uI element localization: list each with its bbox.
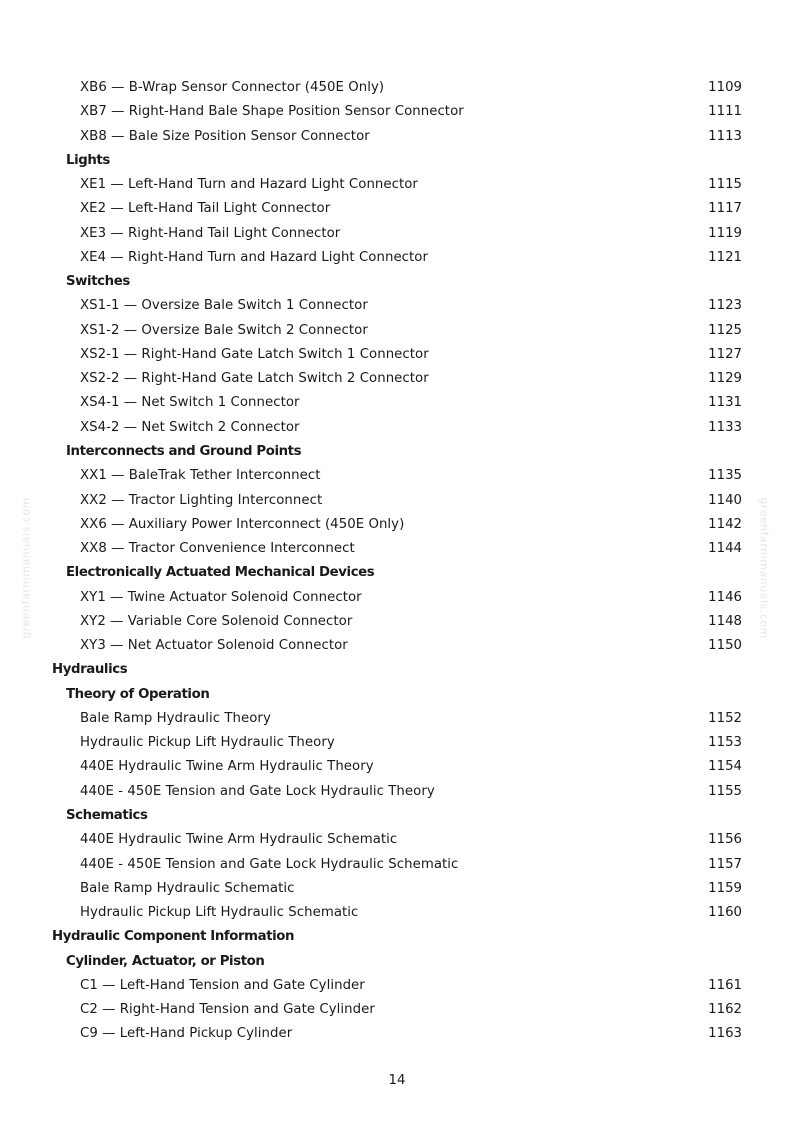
- toc-entry-title: XS2-1 — Right-Hand Gate Latch Switch 1 Connector: [80, 346, 429, 362]
- toc-subheading[interactable]: [0, 561, 794, 585]
- toc-entry-title: Schematics: [66, 807, 148, 823]
- toc-entry-title: XY2 — Variable Core Solenoid Connector: [80, 613, 353, 629]
- toc-entry-title: Bale Ramp Hydraulic Theory: [80, 710, 271, 726]
- toc-entry-title: XS1-2 — Oversize Bale Switch 2 Connector: [80, 322, 368, 338]
- toc-subheading[interactable]: [0, 149, 794, 173]
- watermark-right: greenfarmmanuals.com: [757, 497, 771, 639]
- toc-entry[interactable]: [0, 391, 794, 415]
- toc-entry-page-number: 1152: [708, 710, 742, 726]
- toc-subheading[interactable]: [0, 440, 794, 464]
- toc-subheading[interactable]: [0, 683, 794, 707]
- toc-entry-title: XS4-1 — Net Switch 1 Connector: [80, 395, 300, 411]
- toc-entry[interactable]: [0, 586, 794, 610]
- page-number: 14: [388, 1073, 406, 1088]
- toc-entry-page-number: 1117: [708, 201, 742, 217]
- toc-entry-title: XE4 — Right-Hand Turn and Hazard Light Connector: [80, 249, 429, 265]
- toc-entry[interactable]: [0, 877, 794, 901]
- toc-entry-page-number: 1155: [708, 783, 742, 799]
- toc-entry[interactable]: [0, 246, 794, 270]
- toc-entry-title: 440E - 450E Tension and Gate Lock Hydraulic Schematic: [80, 856, 459, 872]
- toc-entry-page-number: 1161: [708, 977, 742, 993]
- toc-entry-title: Hydraulic Pickup Lift Hydraulic Schematic: [80, 905, 359, 921]
- toc-entry-title: 440E Hydraulic Twine Arm Hydraulic Schematic: [80, 832, 398, 848]
- table-of-contents: [0, 76, 794, 1047]
- toc-entry-page-number: 1148: [708, 613, 742, 629]
- toc-entry[interactable]: [0, 100, 794, 124]
- toc-entry-page-number: 1160: [708, 905, 742, 921]
- toc-entry[interactable]: [0, 513, 794, 537]
- toc-entry-title: Cylinder, Actuator, or Piston: [66, 953, 265, 969]
- toc-entry[interactable]: [0, 125, 794, 149]
- toc-entry-title: XX1 — BaleTrak Tether Interconnect: [80, 468, 321, 484]
- toc-entry-page-number: 1123: [708, 298, 742, 314]
- toc-entry-title: XE3 — Right-Hand Tail Light Connector: [80, 225, 341, 241]
- toc-heading[interactable]: [0, 658, 794, 682]
- toc-entry-page-number: 1159: [708, 880, 742, 896]
- toc-entry-page-number: 1154: [708, 759, 742, 775]
- toc-entry[interactable]: [0, 173, 794, 197]
- toc-entry-page-number: 1133: [708, 419, 742, 435]
- toc-entry-title: Lights: [66, 152, 110, 168]
- toc-entry-title: Switches: [66, 274, 130, 290]
- toc-entry[interactable]: [0, 998, 794, 1022]
- toc-entry[interactable]: [0, 634, 794, 658]
- toc-entry-page-number: 1127: [708, 346, 742, 362]
- toc-entry-title: XS2-2 — Right-Hand Gate Latch Switch 2 Connector: [80, 371, 429, 387]
- toc-entry-title: XX8 — Tractor Convenience Interconnect: [80, 541, 355, 557]
- toc-subheading[interactable]: [0, 270, 794, 294]
- toc-entry-title: XB6 — B-Wrap Sensor Connector (450E Only): [80, 80, 385, 95]
- toc-entry[interactable]: [0, 828, 794, 852]
- toc-entry[interactable]: [0, 1022, 794, 1046]
- toc-entry-title: XE2 — Left-Hand Tail Light Connector: [80, 201, 331, 217]
- toc-entry-title: XE1 — Left-Hand Turn and Hazard Light Connector: [80, 177, 418, 193]
- toc-entry-title: XY1 — Twine Actuator Solenoid Connector: [80, 589, 362, 605]
- toc-entry-page-number: 1150: [708, 638, 742, 654]
- toc-entry[interactable]: [0, 853, 794, 877]
- toc-entry-title: XX6 — Auxiliary Power Interconnect (450E Only): [80, 516, 405, 532]
- toc-entry-page-number: 1113: [708, 128, 742, 144]
- toc-entry-page-number: 1142: [708, 516, 742, 532]
- toc-entry-page-number: 1135: [708, 468, 742, 484]
- toc-entry-page-number: 1146: [708, 589, 742, 605]
- toc-heading[interactable]: [0, 925, 794, 949]
- toc-entry-page-number: 1111: [708, 104, 742, 120]
- toc-entry-page-number: 1131: [708, 395, 742, 411]
- toc-entry[interactable]: [0, 707, 794, 731]
- toc-entry[interactable]: [0, 489, 794, 513]
- toc-entry-title: C2 — Right-Hand Tension and Gate Cylinder: [80, 1002, 375, 1018]
- toc-entry[interactable]: [0, 755, 794, 779]
- toc-entry[interactable]: [0, 319, 794, 343]
- toc-entry[interactable]: [0, 222, 794, 246]
- toc-entry[interactable]: [0, 416, 794, 440]
- toc-entry-page-number: 1109: [708, 80, 742, 95]
- toc-entry[interactable]: [0, 731, 794, 755]
- toc-entry[interactable]: [0, 343, 794, 367]
- toc-entry-title: Theory of Operation: [66, 686, 210, 702]
- toc-entry-page-number: 1156: [708, 832, 742, 848]
- toc-entry[interactable]: [0, 974, 794, 998]
- toc-entry-page-number: 1153: [708, 735, 742, 751]
- toc-entry-title: XX2 — Tractor Lighting Interconnect: [80, 492, 323, 508]
- toc-entry-page-number: 1157: [708, 856, 742, 872]
- toc-entry-title: C9 — Left-Hand Pickup Cylinder: [80, 1026, 293, 1042]
- toc-entry-title: 440E Hydraulic Twine Arm Hydraulic Theory: [80, 759, 374, 775]
- toc-entry[interactable]: [0, 901, 794, 925]
- toc-entry-page-number: 1121: [708, 249, 742, 265]
- toc-entry[interactable]: [0, 367, 794, 391]
- toc-entry-title: Interconnects and Ground Points: [66, 443, 302, 459]
- toc-entry-title: Electronically Actuated Mechanical Devices: [66, 565, 375, 581]
- toc-entry-title: XY3 — Net Actuator Solenoid Connector: [80, 638, 348, 654]
- toc-subheading[interactable]: [0, 950, 794, 974]
- toc-entry-title: XS1-1 — Oversize Bale Switch 1 Connector: [80, 298, 368, 314]
- toc-entry-title: C1 — Left-Hand Tension and Gate Cylinder: [80, 977, 365, 993]
- toc-entry-title: Hydraulics: [52, 662, 128, 678]
- toc-entry-page-number: 1125: [708, 322, 742, 338]
- toc-entry-title: 440E - 450E Tension and Gate Lock Hydraulic Theory: [80, 783, 435, 799]
- toc-entry-page-number: 1163: [708, 1026, 742, 1042]
- toc-entry-page-number: 1144: [708, 541, 742, 557]
- toc-entry-title: Hydraulic Component Information: [52, 929, 295, 945]
- toc-entry[interactable]: [0, 464, 794, 488]
- toc-entry-page-number: 1115: [708, 177, 742, 193]
- toc-entry-page-number: 1119: [708, 225, 742, 241]
- toc-entry-title: Bale Ramp Hydraulic Schematic: [80, 880, 295, 896]
- toc-entry-title: XS4-2 — Net Switch 2 Connector: [80, 419, 300, 435]
- toc-subheading[interactable]: [0, 804, 794, 828]
- toc-entry-title: XB7 — Right-Hand Bale Shape Position Sensor Connector: [80, 104, 464, 120]
- toc-entry-title: XB8 — Bale Size Position Sensor Connector: [80, 128, 370, 144]
- toc-entry-page-number: 1162: [708, 1002, 742, 1018]
- toc-entry-page-number: 1129: [708, 371, 742, 387]
- watermark-left: greenfarmmanuals.com: [19, 497, 33, 639]
- toc-entry[interactable]: [0, 76, 794, 100]
- toc-entry[interactable]: [0, 294, 794, 318]
- toc-entry[interactable]: [0, 197, 794, 221]
- toc-entry-page-number: 1140: [708, 492, 742, 508]
- toc-entry[interactable]: [0, 537, 794, 561]
- toc-entry-title: Hydraulic Pickup Lift Hydraulic Theory: [80, 735, 335, 751]
- toc-entry[interactable]: [0, 780, 794, 804]
- toc-entry[interactable]: [0, 610, 794, 634]
